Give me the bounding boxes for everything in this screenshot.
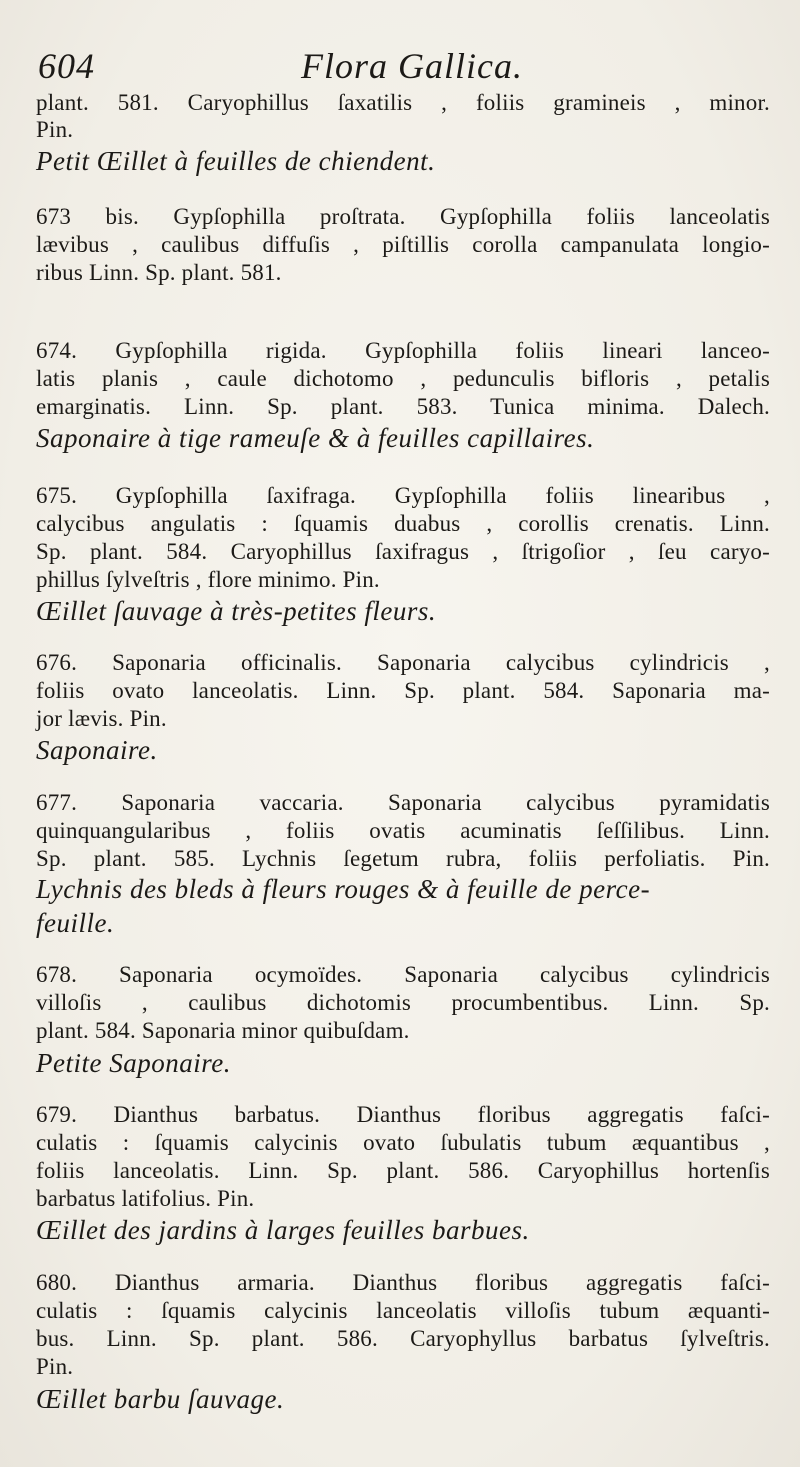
entry-line: plant. 584. Saponaria minor quibuſdam. — [36, 1018, 410, 1043]
entry-line: jor lævis. Pin. — [36, 706, 167, 731]
entry-line: barbatus latifolius. Pin. — [36, 1186, 255, 1211]
entry-line: lævibus , caulibus diffuſis , piſtillis corolla campanulata longio- — [36, 232, 770, 257]
running-title: Flora Gallica. — [301, 46, 523, 86]
entry-line: ribus Linn. Sp. plant. 581. — [36, 260, 282, 285]
entry-line: bus. Linn. Sp. plant. 586. Caryophyllus barbatus ſylveſtris. — [36, 1326, 770, 1351]
page-number: 604 — [38, 46, 95, 86]
entry-line: 677. Saponaria vaccaria. Saponaria calycibus pyramidatis — [36, 790, 770, 815]
entry-line: culatis : ſquamis calycinis ovato ſubulatis tubum æquantibus , — [36, 1130, 770, 1155]
entry-line: plant. 581. Caryophillus ſaxatilis , foliis gramineis , minor. — [36, 90, 770, 115]
french-common-name: feuille. — [36, 908, 115, 938]
entry-line: foliis ovato lanceolatis. Linn. Sp. plant. 584. Saponaria ma- — [36, 678, 770, 703]
french-common-name: Petit Œillet à feuilles de chiendent. — [36, 146, 436, 176]
entry-line: 678. Saponaria ocymoïdes. Saponaria calycibus cylindricis — [36, 962, 770, 987]
french-common-name: Œillet barbu ſauvage. — [36, 1384, 285, 1414]
page-header — [38, 45, 778, 89]
entry-line: 676. Saponaria officinalis. Saponaria calycibus cylindricis , — [36, 650, 770, 675]
entry-line: quinquangularibus , foliis ovatis acuminatis ſeſſilibus. Linn. — [36, 818, 770, 843]
french-common-name: Saponaire à tige rameuſe & à feuilles capillaires. — [36, 423, 595, 453]
entry-line: phillus ſylveſtris , flore minimo. Pin. — [36, 567, 380, 592]
entry-line: Pin. — [36, 1354, 74, 1379]
french-common-name: Saponaire. — [36, 735, 158, 765]
french-common-name: Petite Saponaire. — [36, 1048, 231, 1078]
entry-line: Sp. plant. 584. Caryophillus ſaxifragus , ſtrigoſior , ſeu caryo- — [36, 539, 770, 564]
entry-line: latis planis , caule dichotomo , pedunculis bifloris , petalis — [36, 366, 770, 391]
entry-line: Pin. — [36, 117, 74, 142]
french-common-name: Œillet ſauvage à très-petites fleurs. — [36, 596, 437, 626]
entry-line: calycibus angulatis : ſquamis duabus , corollis crenatis. Linn. — [36, 511, 770, 536]
french-common-name: Œillet des jardins à larges feuilles barbues. — [36, 1215, 530, 1245]
entry-line: 673 bis. Gypſophilla proſtrata. Gypſophilla foliis lanceolatis — [36, 204, 770, 229]
entry-line: emarginatis. Linn. Sp. plant. 583. Tunica minima. Dalech. — [36, 394, 770, 419]
entry-line: 679. Dianthus barbatus. Dianthus floribus aggregatis faſci- — [36, 1102, 770, 1127]
entry-line: 680. Dianthus armaria. Dianthus floribus aggregatis faſci- — [36, 1270, 770, 1295]
entry-line: Sp. plant. 585. Lychnis ſegetum rubra, foliis perfoliatis. Pin. — [36, 846, 770, 871]
entry-line: foliis lanceolatis. Linn. Sp. plant. 586. Caryophillus hortenſis — [36, 1158, 770, 1183]
entry-line: villoſis , caulibus dichotomis procumbentibus. Linn. Sp. — [36, 990, 770, 1015]
french-common-name: Lychnis des bleds à fleurs rouges & à feuille de perce- — [36, 874, 651, 904]
entry-line: 675. Gypſophilla ſaxifraga. Gypſophilla foliis linearibus , — [36, 483, 770, 508]
entry-line: culatis : ſquamis calycinis lanceolatis villoſis tubum æquanti- — [36, 1298, 770, 1323]
entry-line: 674. Gypſophilla rigida. Gypſophilla foliis lineari lanceo- — [36, 338, 770, 363]
